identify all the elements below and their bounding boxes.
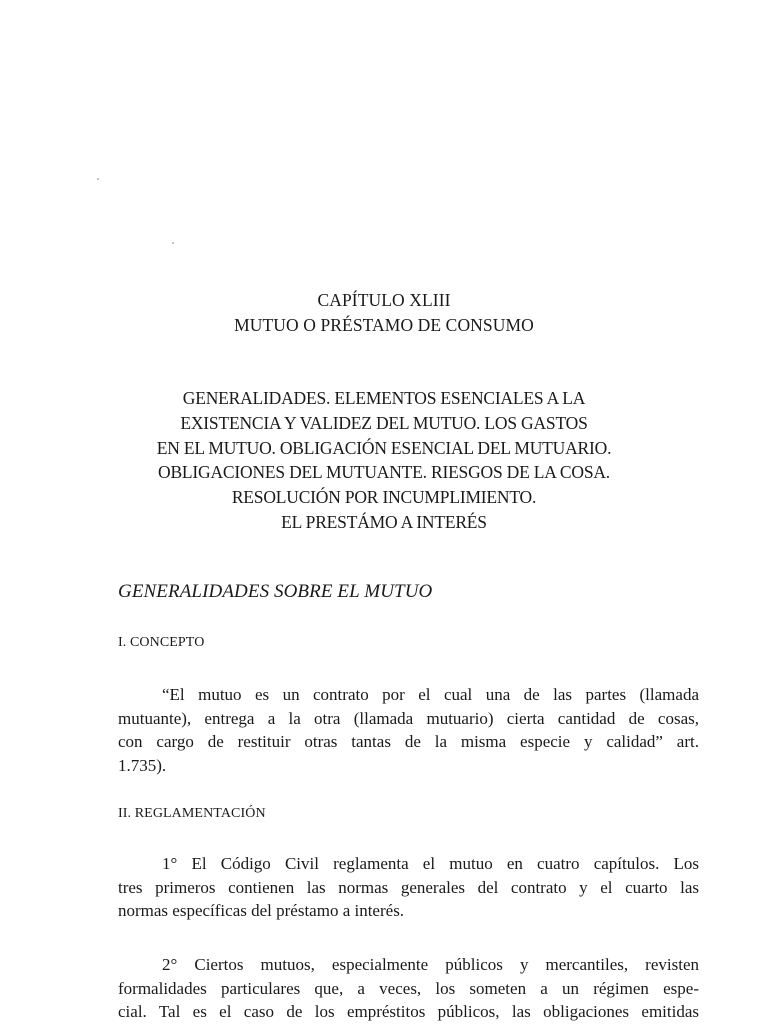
summary-line: EL PRESTÁMO A INTERÉS — [281, 511, 487, 532]
paragraph-reglamentacion-1 — [118, 852, 699, 923]
chapter-summary — [0, 386, 768, 535]
subsection-heading-reglamentacion: II. REGLAMENTACIÓN — [118, 806, 266, 821]
paragraph-line: 1.735). — [118, 755, 167, 775]
paragraph-concepto — [118, 683, 699, 777]
paragraph-line: normas específicas del préstamo a interés. — [118, 901, 405, 921]
summary-line: OBLIGACIONES DEL MUTUANTE. RIESGOS DE LA COSA. — [158, 462, 610, 483]
scan-speck — [97, 178, 99, 180]
paragraph-line: con cargo de restituir otras tantas de la misma especie y calidad” art. — [118, 732, 699, 752]
paragraph-line: mutuante), entrega a la otra (llamada mutuario) cierta cantidad de cosas, — [118, 708, 699, 728]
section-heading: GENERALIDADES SOBRE EL MUTUO — [118, 581, 433, 602]
paragraph-line: 2° Ciertos mutuos, especialmente públicos y mercantiles, revisten — [162, 955, 699, 974]
paragraph-line: 1° El Código Civil reglamenta el mutuo en cuatro capítulos. Los — [162, 854, 699, 873]
paragraph-line: tres primeros contienen las normas generales del contrato y el cuarto las — [118, 877, 699, 897]
subsection-heading-concepto: I. CONCEPTO — [118, 635, 205, 650]
scan-speck — [172, 242, 174, 244]
paragraph-line: “El mutuo es un contrato por el cual una de las partes (llamada — [162, 685, 699, 704]
paragraph-line: formalidades particulares que, a veces, los someten a un régimen espe- — [118, 978, 699, 998]
paragraph-reglamentacion-2 — [118, 953, 699, 1024]
chapter-number: CAPÍTULO XLIII — [317, 290, 451, 310]
summary-line: GENERALIDADES. ELEMENTOS ESENCIALES A LA — [182, 388, 586, 408]
chapter-title: MUTUO O PRÉSTAMO DE CONSUMO — [234, 315, 534, 335]
summary-line: EXISTENCIA Y VALIDEZ DEL MUTUO. LOS GASTOS — [180, 412, 588, 433]
summary-line: RESOLUCIÓN POR INCUMPLIMIENTO. — [231, 487, 537, 508]
paragraph-line: cial. Tal es el caso de los empréstitos públicos, las obligaciones emitidas — [118, 1002, 699, 1022]
chapter-heading — [0, 288, 768, 338]
summary-line: EN EL MUTUO. OBLIGACIÓN ESENCIAL DEL MUTUARIO. — [156, 437, 612, 458]
